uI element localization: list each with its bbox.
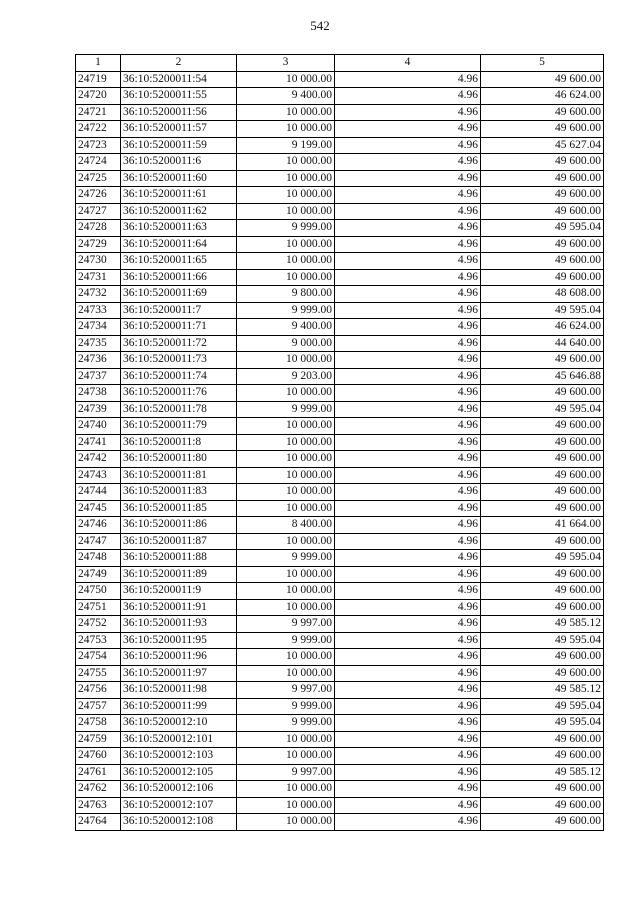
table-row: [76, 71, 604, 88]
table-cell: 4.96: [335, 220, 481, 237]
table-cell: 4.96: [335, 814, 481, 831]
table-cell: 4.96: [335, 137, 481, 154]
table-cell: 36:10:5200011:65: [121, 253, 237, 270]
table-cell: 4.96: [335, 352, 481, 369]
table-cell: 4.96: [335, 533, 481, 550]
table-cell: 24741: [76, 434, 121, 451]
table-cell: 36:10:5200011:71: [121, 319, 237, 336]
table-cell: 24754: [76, 649, 121, 666]
table-cell: 10 000.00: [237, 731, 335, 748]
table-cell: 9 999.00: [237, 220, 335, 237]
table-cell: 36:10:5200011:6: [121, 154, 237, 171]
table-cell: 4.96: [335, 484, 481, 501]
table-cell: 4.96: [335, 434, 481, 451]
table-cell: 49 600.00: [481, 451, 604, 468]
table-row: [76, 797, 604, 814]
table-row: [76, 121, 604, 138]
table-cell: 49 600.00: [481, 583, 604, 600]
table-cell: 4.96: [335, 583, 481, 600]
table-row: [76, 418, 604, 435]
table-row: [76, 104, 604, 121]
table-cell: 4.96: [335, 467, 481, 484]
table-cell: 24752: [76, 616, 121, 633]
table-cell: 24729: [76, 236, 121, 253]
table-cell: 4.96: [335, 682, 481, 699]
table-cell: 24750: [76, 583, 121, 600]
table-cell: 36:10:5200011:78: [121, 401, 237, 418]
table-cell: 9 997.00: [237, 616, 335, 633]
table-row: [76, 715, 604, 732]
table-cell: 10 000.00: [237, 484, 335, 501]
table-cell: 4.96: [335, 368, 481, 385]
table-cell: 36:10:5200011:93: [121, 616, 237, 633]
table-cell: 49 595.04: [481, 401, 604, 418]
table-cell: 49 600.00: [481, 71, 604, 88]
table-cell: 36:10:5200012:105: [121, 764, 237, 781]
table-row: [76, 748, 604, 765]
table-cell: 10 000.00: [237, 253, 335, 270]
table-cell: 49 600.00: [481, 781, 604, 798]
table-cell: 24739: [76, 401, 121, 418]
table-cell: 24762: [76, 781, 121, 798]
table-cell: 24740: [76, 418, 121, 435]
table-cell: 4.96: [335, 170, 481, 187]
table-cell: 24731: [76, 269, 121, 286]
table-cell: 4.96: [335, 154, 481, 171]
table-row: [76, 434, 604, 451]
table-cell: 9 000.00: [237, 335, 335, 352]
table-row: [76, 187, 604, 204]
table-cell: 10 000.00: [237, 187, 335, 204]
table-cell: 36:10:5200011:61: [121, 187, 237, 204]
table-cell: 9 999.00: [237, 302, 335, 319]
table-cell: 9 997.00: [237, 682, 335, 699]
table-cell: 10 000.00: [237, 649, 335, 666]
table-cell: 36:10:5200011:55: [121, 88, 237, 105]
table-cell: 10 000.00: [237, 104, 335, 121]
table-cell: 9 997.00: [237, 764, 335, 781]
table-cell: 24732: [76, 286, 121, 303]
table-cell: 49 600.00: [481, 385, 604, 402]
table-cell: 49 595.04: [481, 302, 604, 319]
table-cell: 49 595.04: [481, 698, 604, 715]
table-cell: 49 600.00: [481, 533, 604, 550]
table-row: [76, 236, 604, 253]
table-row: [76, 814, 604, 831]
table-row: [76, 484, 604, 501]
table-row: [76, 632, 604, 649]
table-cell: 24734: [76, 319, 121, 336]
table-cell: 4.96: [335, 302, 481, 319]
table-cell: 49 600.00: [481, 500, 604, 517]
table-cell: 24725: [76, 170, 121, 187]
table-row: [76, 550, 604, 567]
table-cell: 10 000.00: [237, 748, 335, 765]
table-cell: 9 800.00: [237, 286, 335, 303]
table-cell: 36:10:5200011:57: [121, 121, 237, 138]
table-cell: 24722: [76, 121, 121, 138]
table-cell: 49 600.00: [481, 236, 604, 253]
table-cell: 49 585.12: [481, 764, 604, 781]
table-cell: 49 600.00: [481, 566, 604, 583]
table-cell: 24733: [76, 302, 121, 319]
table-cell: 4.96: [335, 319, 481, 336]
table-row: [76, 599, 604, 616]
table-cell: 9 400.00: [237, 319, 335, 336]
table-cell: 10 000.00: [237, 467, 335, 484]
table-row: [76, 649, 604, 666]
table-cell: 9 999.00: [237, 632, 335, 649]
table-cell: 10 000.00: [237, 566, 335, 583]
table-cell: 4.96: [335, 335, 481, 352]
table-cell: 36:10:5200011:72: [121, 335, 237, 352]
column-header: 3: [237, 55, 335, 72]
table-cell: 24728: [76, 220, 121, 237]
table-cell: 24758: [76, 715, 121, 732]
table-cell: 49 600.00: [481, 814, 604, 831]
table-cell: 4.96: [335, 203, 481, 220]
table-cell: 10 000.00: [237, 533, 335, 550]
table-cell: 4.96: [335, 797, 481, 814]
table-cell: 10 000.00: [237, 352, 335, 369]
table-cell: 4.96: [335, 385, 481, 402]
table-cell: 36:10:5200011:62: [121, 203, 237, 220]
table-cell: 36:10:5200011:88: [121, 550, 237, 567]
table-cell: 10 000.00: [237, 434, 335, 451]
table-cell: 24759: [76, 731, 121, 748]
table-row: [76, 467, 604, 484]
table-cell: 36:10:5200011:98: [121, 682, 237, 699]
table-cell: 36:10:5200011:76: [121, 385, 237, 402]
table-cell: 4.96: [335, 401, 481, 418]
table-cell: 10 000.00: [237, 170, 335, 187]
table-cell: 24748: [76, 550, 121, 567]
table-cell: 24721: [76, 104, 121, 121]
table-cell: 36:10:5200012:106: [121, 781, 237, 798]
table-cell: 36:10:5200011:63: [121, 220, 237, 237]
table-row: [76, 88, 604, 105]
table-cell: 24763: [76, 797, 121, 814]
table-cell: 4.96: [335, 451, 481, 468]
table-cell: 24738: [76, 385, 121, 402]
table-cell: 36:10:5200011:54: [121, 71, 237, 88]
table-cell: 49 600.00: [481, 187, 604, 204]
table-cell: 24755: [76, 665, 121, 682]
table-cell: 10 000.00: [237, 781, 335, 798]
table-cell: 36:10:5200012:107: [121, 797, 237, 814]
table-cell: 4.96: [335, 715, 481, 732]
table-cell: 49 595.04: [481, 550, 604, 567]
table-row: [76, 566, 604, 583]
table-row: [76, 451, 604, 468]
table-cell: 4.96: [335, 121, 481, 138]
table-cell: 9 999.00: [237, 401, 335, 418]
table-cell: 36:10:5200011:99: [121, 698, 237, 715]
table-cell: 49 600.00: [481, 418, 604, 435]
table-row: [76, 385, 604, 402]
table-cell: 24719: [76, 71, 121, 88]
table-cell: 49 595.04: [481, 715, 604, 732]
table-row: [76, 302, 604, 319]
table-cell: 49 600.00: [481, 170, 604, 187]
table-cell: 4.96: [335, 632, 481, 649]
table-cell: 36:10:5200011:60: [121, 170, 237, 187]
table-cell: 24726: [76, 187, 121, 204]
table-cell: 49 585.12: [481, 616, 604, 633]
table-cell: 49 585.12: [481, 682, 604, 699]
table-cell: 36:10:5200011:95: [121, 632, 237, 649]
table-cell: 24724: [76, 154, 121, 171]
table-cell: 4.96: [335, 550, 481, 567]
table-cell: 36:10:5200011:83: [121, 484, 237, 501]
table-cell: 4.96: [335, 269, 481, 286]
table-cell: 36:10:5200011:91: [121, 599, 237, 616]
table-row: [76, 682, 604, 699]
table-cell: 4.96: [335, 599, 481, 616]
table-cell: 4.96: [335, 781, 481, 798]
table-cell: 24764: [76, 814, 121, 831]
table-row: [76, 137, 604, 154]
table-cell: 10 000.00: [237, 385, 335, 402]
table-cell: 9 999.00: [237, 550, 335, 567]
table-cell: 36:10:5200011:89: [121, 566, 237, 583]
table-row: [76, 533, 604, 550]
table-body: [76, 71, 604, 830]
table-cell: 4.96: [335, 517, 481, 534]
table-cell: 49 600.00: [481, 203, 604, 220]
table-cell: 10 000.00: [237, 121, 335, 138]
table-cell: 36:10:5200011:86: [121, 517, 237, 534]
table-cell: 36:10:5200011:74: [121, 368, 237, 385]
table-cell: 41 664.00: [481, 517, 604, 534]
table-cell: 49 600.00: [481, 797, 604, 814]
table-cell: 49 600.00: [481, 269, 604, 286]
column-header: 2: [121, 55, 237, 72]
table-cell: 10 000.00: [237, 269, 335, 286]
table-row: [76, 517, 604, 534]
table-cell: 9 203.00: [237, 368, 335, 385]
table-cell: 10 000.00: [237, 418, 335, 435]
table-row: [76, 731, 604, 748]
table-cell: 36:10:5200011:81: [121, 467, 237, 484]
table-cell: 4.96: [335, 286, 481, 303]
table-row: [76, 352, 604, 369]
table-cell: 24761: [76, 764, 121, 781]
table-cell: 4.96: [335, 418, 481, 435]
table-cell: 36:10:5200011:69: [121, 286, 237, 303]
table-cell: 36:10:5200011:97: [121, 665, 237, 682]
table-cell: 36:10:5200011:79: [121, 418, 237, 435]
table-cell: 36:10:5200011:9: [121, 583, 237, 600]
table-row: [76, 616, 604, 633]
table-row: [76, 583, 604, 600]
table-cell: 24745: [76, 500, 121, 517]
cadastral-table: [75, 54, 604, 831]
table-cell: 24751: [76, 599, 121, 616]
table-cell: 49 600.00: [481, 748, 604, 765]
table-cell: 49 595.04: [481, 220, 604, 237]
table-cell: 4.96: [335, 236, 481, 253]
table-cell: 4.96: [335, 71, 481, 88]
table-cell: 4.96: [335, 698, 481, 715]
table-cell: 49 600.00: [481, 154, 604, 171]
table-cell: 36:10:5200012:108: [121, 814, 237, 831]
table-row: [76, 286, 604, 303]
table-cell: 24736: [76, 352, 121, 369]
table-cell: 24720: [76, 88, 121, 105]
table-cell: 9 400.00: [237, 88, 335, 105]
table-cell: 10 000.00: [237, 154, 335, 171]
table-cell: 4.96: [335, 665, 481, 682]
column-header: 4: [335, 55, 481, 72]
table-cell: 24742: [76, 451, 121, 468]
page-number: 542: [310, 18, 330, 33]
table-cell: 45 646.88: [481, 368, 604, 385]
table-cell: 48 608.00: [481, 286, 604, 303]
table-cell: 4.96: [335, 616, 481, 633]
table-cell: 24730: [76, 253, 121, 270]
column-header: 1: [76, 55, 121, 72]
table-cell: 45 627.04: [481, 137, 604, 154]
table-cell: 4.96: [335, 748, 481, 765]
table-cell: 9 999.00: [237, 698, 335, 715]
table-cell: 49 600.00: [481, 649, 604, 666]
table-cell: 10 000.00: [237, 71, 335, 88]
table-cell: 44 640.00: [481, 335, 604, 352]
table-cell: 36:10:5200011:73: [121, 352, 237, 369]
table-cell: 36:10:5200011:59: [121, 137, 237, 154]
table-cell: 24756: [76, 682, 121, 699]
table-cell: 24746: [76, 517, 121, 534]
table-row: [76, 170, 604, 187]
table-cell: 8 400.00: [237, 517, 335, 534]
table-row: [76, 319, 604, 336]
table-cell: 10 000.00: [237, 797, 335, 814]
table-cell: 49 600.00: [481, 665, 604, 682]
table-cell: 24747: [76, 533, 121, 550]
table-cell: 49 595.04: [481, 632, 604, 649]
table-cell: 4.96: [335, 764, 481, 781]
table-cell: 10 000.00: [237, 599, 335, 616]
table-cell: 36:10:5200011:64: [121, 236, 237, 253]
table-cell: 24760: [76, 748, 121, 765]
column-header: 5: [481, 55, 604, 72]
table-row: [76, 253, 604, 270]
table-cell: 24757: [76, 698, 121, 715]
table-cell: 49 600.00: [481, 104, 604, 121]
table-row: [76, 781, 604, 798]
table-cell: 36:10:5200012:103: [121, 748, 237, 765]
table-cell: 49 600.00: [481, 467, 604, 484]
table-cell: 24743: [76, 467, 121, 484]
table-cell: 4.96: [335, 253, 481, 270]
table-row: [76, 368, 604, 385]
table-cell: 36:10:5200012:10: [121, 715, 237, 732]
table-cell: 9 999.00: [237, 715, 335, 732]
table-cell: 36:10:5200011:8: [121, 434, 237, 451]
table-row: [76, 269, 604, 286]
table-cell: 49 600.00: [481, 352, 604, 369]
table-cell: 4.96: [335, 566, 481, 583]
table-cell: 4.96: [335, 88, 481, 105]
table-cell: 49 600.00: [481, 253, 604, 270]
table-cell: 10 000.00: [237, 665, 335, 682]
table-cell: 10 000.00: [237, 583, 335, 600]
table-cell: 36:10:5200011:87: [121, 533, 237, 550]
table-cell: 49 600.00: [481, 434, 604, 451]
table-cell: 10 000.00: [237, 203, 335, 220]
table-cell: 9 199.00: [237, 137, 335, 154]
table-cell: 10 000.00: [237, 500, 335, 517]
table-cell: 49 600.00: [481, 121, 604, 138]
table-cell: 10 000.00: [237, 814, 335, 831]
table-cell: 46 624.00: [481, 319, 604, 336]
table-cell: 36:10:5200012:101: [121, 731, 237, 748]
table-cell: 36:10:5200011:85: [121, 500, 237, 517]
table-cell: 36:10:5200011:66: [121, 269, 237, 286]
table-row: [76, 764, 604, 781]
table-cell: 46 624.00: [481, 88, 604, 105]
table-row: [76, 401, 604, 418]
table-row: [76, 698, 604, 715]
table-row: [76, 154, 604, 171]
table-cell: 24727: [76, 203, 121, 220]
table-cell: 10 000.00: [237, 236, 335, 253]
table-header-row: [76, 55, 604, 72]
table-cell: 24749: [76, 566, 121, 583]
table-cell: 24744: [76, 484, 121, 501]
table-cell: 49 600.00: [481, 731, 604, 748]
table-row: [76, 665, 604, 682]
table-cell: 24737: [76, 368, 121, 385]
table-cell: 49 600.00: [481, 484, 604, 501]
table-cell: 24753: [76, 632, 121, 649]
table-cell: 4.96: [335, 500, 481, 517]
table-cell: 36:10:5200011:96: [121, 649, 237, 666]
table-cell: 4.96: [335, 104, 481, 121]
table-cell: 4.96: [335, 187, 481, 204]
table-row: [76, 500, 604, 517]
table-cell: 24735: [76, 335, 121, 352]
table-row: [76, 203, 604, 220]
table-row: [76, 220, 604, 237]
table-cell: 36:10:5200011:7: [121, 302, 237, 319]
table-cell: 36:10:5200011:80: [121, 451, 237, 468]
table-row: [76, 335, 604, 352]
table-cell: 4.96: [335, 649, 481, 666]
table-cell: 24723: [76, 137, 121, 154]
table-cell: 4.96: [335, 731, 481, 748]
table-cell: 36:10:5200011:56: [121, 104, 237, 121]
table-cell: 49 600.00: [481, 599, 604, 616]
table-cell: 10 000.00: [237, 451, 335, 468]
